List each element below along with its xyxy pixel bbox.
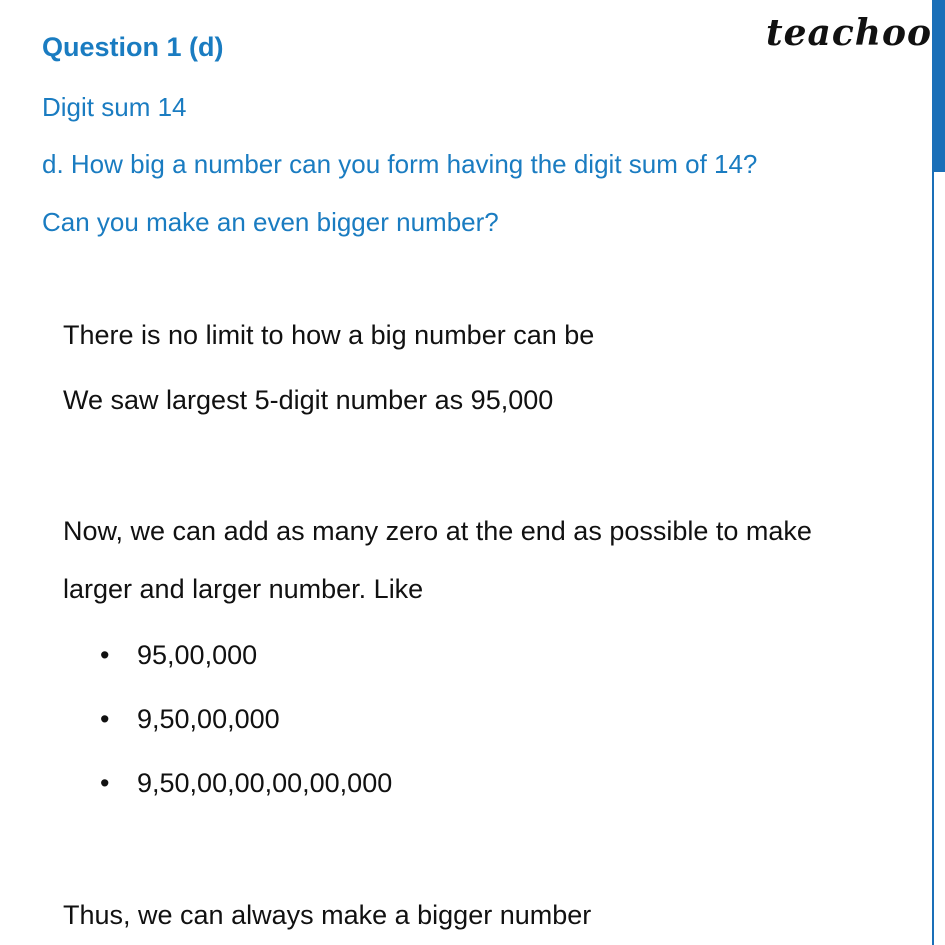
answer-intro-2: We saw largest 5-digit number as 95,000 <box>63 385 554 415</box>
answer-conclusion: Thus, we can always make a bigger number <box>63 900 592 930</box>
answer-explanation-2: larger and larger number. Like <box>63 574 424 604</box>
question-line-3: Can you make an even bigger number? <box>42 207 499 237</box>
bullet-text: 9,50,00,000 <box>137 704 280 734</box>
bullet-item <box>100 704 280 735</box>
question-line-2: d. How big a number can you form having the digit sum of 14? <box>42 149 758 179</box>
bullet-text: 9,50,00,00,00,00,000 <box>137 768 393 798</box>
teachoo-logo: teachoo <box>766 12 932 54</box>
bullet-item <box>100 640 257 671</box>
question-line-1: Digit sum 14 <box>42 92 187 122</box>
accent-line <box>932 172 934 945</box>
bullet-dot: • <box>100 704 110 734</box>
bullet-dot: • <box>100 640 110 670</box>
bullet-text: 95,00,000 <box>137 640 258 670</box>
bullet-item <box>100 768 392 799</box>
accent-block <box>932 0 945 172</box>
question-title: Question 1 (d) <box>42 32 224 62</box>
right-accent-bar <box>932 0 945 945</box>
answer-intro-1: There is no limit to how a big number can be <box>63 320 595 350</box>
answer-explanation-1: Now, we can add as many zero at the end as possible to make <box>63 516 812 546</box>
bullet-dot: • <box>100 768 110 798</box>
